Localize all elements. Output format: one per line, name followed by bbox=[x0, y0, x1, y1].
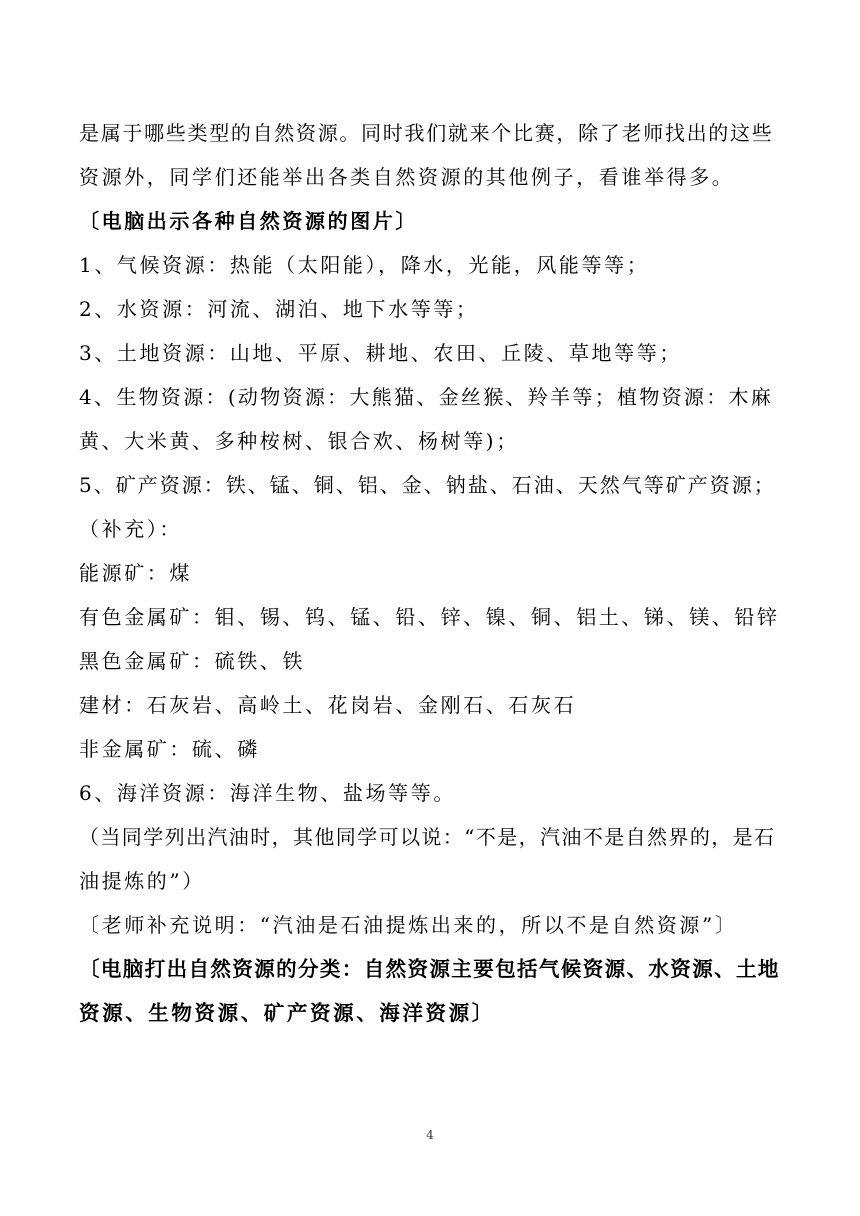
paragraph-line: （当同学列出汽油时，其他同学可以说：“不是，汽油不是自然界的，是石 bbox=[79, 825, 776, 849]
paragraph-line: 油提炼的”） bbox=[79, 869, 205, 893]
document-body bbox=[79, 111, 781, 1035]
paragraph-line: 5、矿产资源：铁、锰、铜、铝、金、钠盐、石油、天然气等矿产资源； bbox=[79, 473, 776, 497]
paragraph-line: 1、气候资源：热能（太阳能），降水，光能，风能等等； bbox=[79, 253, 650, 277]
paragraph-line-bold: 〔电脑出示各种自然资源的图片〕 bbox=[79, 209, 418, 233]
paragraph-line: （补充）： bbox=[79, 517, 182, 541]
paragraph-line: 2、水资源：河流、湖泊、地下水等等； bbox=[79, 297, 479, 321]
paragraph-line: 有色金属矿：钼、锡、钨、锰、铅、锌、镍、铜、铝土、锑、镁、铅锌 bbox=[79, 605, 780, 629]
paragraph-line: 黑色金属矿：硫铁、铁 bbox=[79, 649, 305, 673]
paragraph-line: 非金属矿：硫、磷 bbox=[79, 737, 260, 761]
paragraph-line: 黄、大米黄、多种桉树、银合欢、杨树等)； bbox=[79, 429, 519, 453]
paragraph-line: 资源外，同学们还能举出各类自然资源的其他例子，看谁举得多。 bbox=[79, 165, 735, 189]
page-number: 4 bbox=[426, 1128, 434, 1142]
paragraph-line: 建材：石灰岩、高岭土、花岗岩、金刚石、石灰石 bbox=[79, 693, 577, 717]
paragraph-line: 能源矿：煤 bbox=[79, 561, 192, 585]
paragraph-line-bold: 资源、生物资源、矿产资源、海洋资源〕 bbox=[79, 1001, 495, 1025]
paragraph-line-bold: 〔电脑打出自然资源的分类：自然资源主要包括气候资源、水资源、土地 bbox=[79, 957, 780, 981]
paragraph-line: 是属于哪些类型的自然资源。同时我们就来个比赛，除了老师找出的这些 bbox=[79, 121, 774, 145]
paragraph-line: 4、生物资源：(动物资源：大熊猫、金丝猴、羚羊等；植物资源：木麻 bbox=[79, 385, 774, 409]
paragraph-line: 3、土地资源：山地、平原、耕地、农田、丘陵、草地等等； bbox=[79, 341, 682, 365]
paragraph-line: 〔老师补充说明：“汽油是石油提炼出来的，所以不是自然资源”〕 bbox=[79, 913, 738, 937]
paragraph-line: 6、海洋资源：海洋生物、盐场等等。 bbox=[79, 781, 456, 805]
